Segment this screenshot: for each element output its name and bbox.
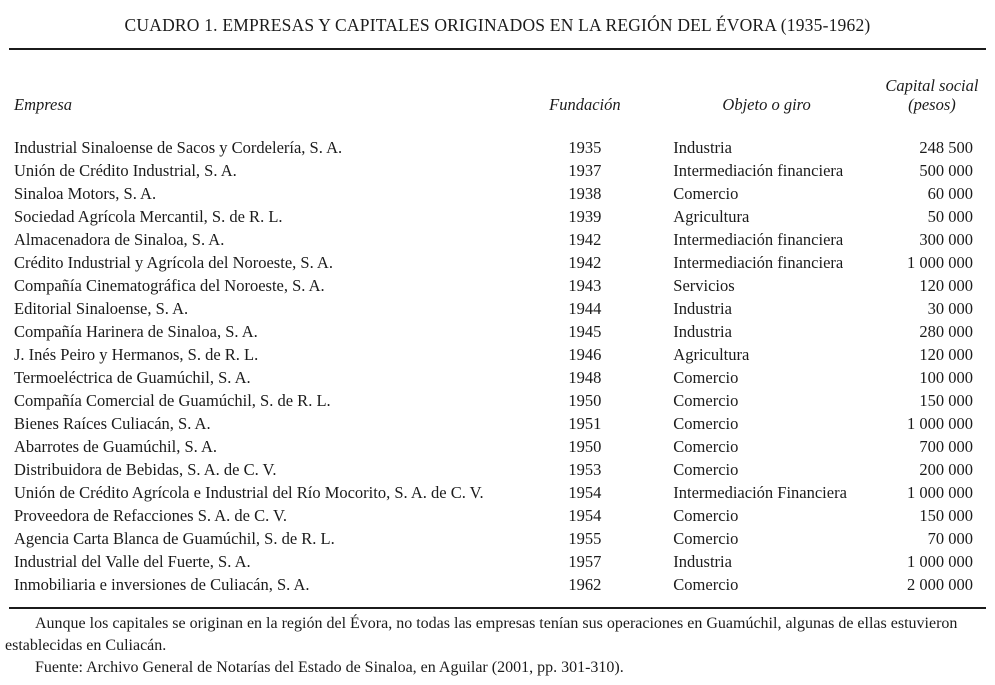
capital-cell: 150 000	[919, 391, 973, 410]
empresa-cell: Crédito Industrial y Agrícola del Noroeste, S. A.	[14, 253, 333, 272]
capital-cell: 300 000	[919, 230, 973, 249]
fundacion-cell: 1954	[568, 506, 602, 525]
fundacion-cell: 1953	[568, 460, 602, 479]
objeto-cell: Comercio	[673, 184, 739, 203]
fundacion-cell: 1950	[568, 391, 602, 410]
objeto-cell: Intermediación financiera	[673, 161, 844, 180]
capital-cell: 1 000 000	[907, 253, 973, 272]
table-row	[9, 251, 986, 274]
fundacion-cell: 1944	[568, 299, 602, 318]
table-header	[9, 49, 986, 123]
table-title: CUADRO 1. EMPRESAS Y CAPITALES ORIGINADOS EN LA REGIÓN DEL ÉVORA (1935-1962)	[124, 15, 871, 35]
fundacion-cell: 1938	[568, 184, 602, 203]
objeto-cell: Industria	[673, 299, 732, 318]
objeto-cell: Comercio	[673, 414, 739, 433]
capital-header-line2: (pesos)	[908, 95, 956, 114]
footnote-text: Aunque los capitales se originan en la región del Évora, no todas las empresas tenían sus operaciones en Guamúchil, algunas de ellas estuvieron establecidas en Culiacán.	[5, 615, 958, 654]
capital-cell: 248 500	[919, 138, 973, 157]
table-row	[9, 320, 986, 343]
capital-cell: 100 000	[919, 368, 973, 387]
objeto-cell: Comercio	[673, 506, 739, 525]
objeto-cell: Comercio	[673, 368, 739, 387]
empresa-cell: Unión de Crédito Industrial, S. A.	[14, 161, 237, 180]
table-row	[9, 504, 986, 527]
empresa-cell: Compañía Comercial de Guamúchil, S. de R. L.	[14, 391, 331, 410]
capital-cell: 1 000 000	[907, 552, 973, 571]
objeto-cell: Comercio	[673, 391, 739, 410]
empresa-cell: Distribuidora de Bebidas, S. A. de C. V.	[14, 460, 277, 479]
capital-cell: 280 000	[919, 322, 973, 341]
capital-cell: 2 000 000	[907, 575, 973, 594]
header-row	[9, 49, 986, 123]
table-row	[9, 228, 986, 251]
fundacion-cell: 1955	[568, 529, 602, 548]
capital-cell: 70 000	[927, 529, 973, 548]
capital-cell: 150 000	[919, 506, 973, 525]
empresa-cell: Compañía Harinera de Sinaloa, S. A.	[14, 322, 258, 341]
capital-header-line1: Capital social	[885, 76, 979, 95]
table-row	[9, 343, 986, 366]
capital-cell: 200 000	[919, 460, 973, 479]
capital-cell: 1 000 000	[907, 414, 973, 433]
empresa-cell: Editorial Sinaloense, S. A.	[14, 299, 189, 318]
empresa-cell: Industrial del Valle del Fuerte, S. A.	[14, 552, 251, 571]
objeto-cell: Intermediación Financiera	[673, 483, 847, 502]
empresa-cell: Abarrotes de Guamúchil, S. A.	[14, 437, 218, 456]
fundacion-cell: 1942	[568, 253, 602, 272]
empresa-cell: J. Inés Peiro y Hermanos, S. de R. L.	[14, 345, 259, 364]
capital-cell: 1 000 000	[907, 483, 973, 502]
objeto-cell: Comercio	[673, 575, 739, 594]
empresa-cell: Industrial Sinaloense de Sacos y Cordelería, S. A.	[14, 138, 343, 157]
empresa-cell: Termoeléctrica de Guamúchil, S. A.	[14, 368, 251, 387]
table-row	[9, 205, 986, 228]
table-body	[9, 123, 986, 608]
empresa-cell: Bienes Raíces Culiacán, S. A.	[14, 414, 211, 433]
column-header-capital	[878, 49, 986, 123]
fundacion-cell: 1935	[568, 138, 602, 157]
table-row	[9, 389, 986, 412]
data-table	[9, 48, 986, 609]
capital-cell: 500 000	[919, 161, 973, 180]
table-row	[9, 481, 986, 504]
empresa-cell: Unión de Crédito Agrícola e Industrial del Río Mocorito, S. A. de C. V.	[14, 483, 484, 502]
table-row	[9, 573, 986, 608]
fundacion-cell: 1951	[568, 414, 602, 433]
table-row	[9, 366, 986, 389]
table-row	[9, 182, 986, 205]
table-row	[9, 435, 986, 458]
column-header-objeto: Objeto o giro	[722, 95, 811, 114]
table-row	[9, 123, 986, 159]
objeto-cell: Intermediación financiera	[673, 253, 844, 272]
objeto-cell: Agricultura	[673, 345, 750, 364]
fundacion-cell: 1943	[568, 276, 602, 295]
objeto-cell: Comercio	[673, 460, 739, 479]
objeto-cell: Comercio	[673, 529, 739, 548]
objeto-cell: Industria	[673, 138, 732, 157]
table-row	[9, 274, 986, 297]
objeto-cell: Servicios	[673, 276, 735, 295]
table-container	[9, 48, 986, 609]
fundacion-cell: 1937	[568, 161, 602, 180]
empresa-cell: Agencia Carta Blanca de Guamúchil, S. de R. L.	[14, 529, 335, 548]
empresa-cell: Proveedora de Refacciones S. A. de C. V.	[14, 506, 287, 525]
column-header-fundacion: Fundación	[549, 95, 621, 114]
objeto-cell: Industria	[673, 322, 732, 341]
fundacion-cell: 1950	[568, 437, 602, 456]
table-row	[9, 458, 986, 481]
table-row	[9, 527, 986, 550]
objeto-cell: Agricultura	[673, 207, 750, 226]
capital-cell: 700 000	[919, 437, 973, 456]
source-note: Fuente: Archivo General de Notarías del Estado de Sinaloa, en Aguilar (2001, pp. 301-310).	[35, 659, 624, 676]
capital-cell: 60 000	[927, 184, 973, 203]
objeto-cell: Industria	[673, 552, 732, 571]
capital-cell: 120 000	[919, 276, 973, 295]
table-footnotes	[5, 613, 983, 679]
fundacion-cell: 1957	[568, 552, 602, 571]
fundacion-cell: 1945	[568, 322, 602, 341]
column-header-empresa: Empresa	[14, 95, 73, 114]
fundacion-cell: 1939	[568, 207, 602, 226]
table-row	[9, 159, 986, 182]
objeto-cell: Comercio	[673, 437, 739, 456]
table-row	[9, 412, 986, 435]
empresa-cell: Inmobiliaria e inversiones de Culiacán, S. A.	[14, 575, 310, 594]
empresa-cell: Almacenadora de Sinaloa, S. A.	[14, 230, 225, 249]
fundacion-cell: 1954	[568, 483, 602, 502]
objeto-cell: Intermediación financiera	[673, 230, 844, 249]
empresa-cell: Sociedad Agrícola Mercantil, S. de R. L.	[14, 207, 283, 226]
table-row	[9, 297, 986, 320]
capital-cell: 30 000	[927, 299, 973, 318]
fundacion-cell: 1962	[568, 575, 602, 594]
fundacion-cell: 1942	[568, 230, 602, 249]
table-row	[9, 550, 986, 573]
capital-cell: 50 000	[927, 207, 973, 226]
fundacion-cell: 1946	[568, 345, 602, 364]
empresa-cell: Compañía Cinematográfica del Noroeste, S. A.	[14, 276, 325, 295]
empresa-cell: Sinaloa Motors, S. A.	[14, 184, 157, 203]
capital-cell: 120 000	[919, 345, 973, 364]
fundacion-cell: 1948	[568, 368, 602, 387]
